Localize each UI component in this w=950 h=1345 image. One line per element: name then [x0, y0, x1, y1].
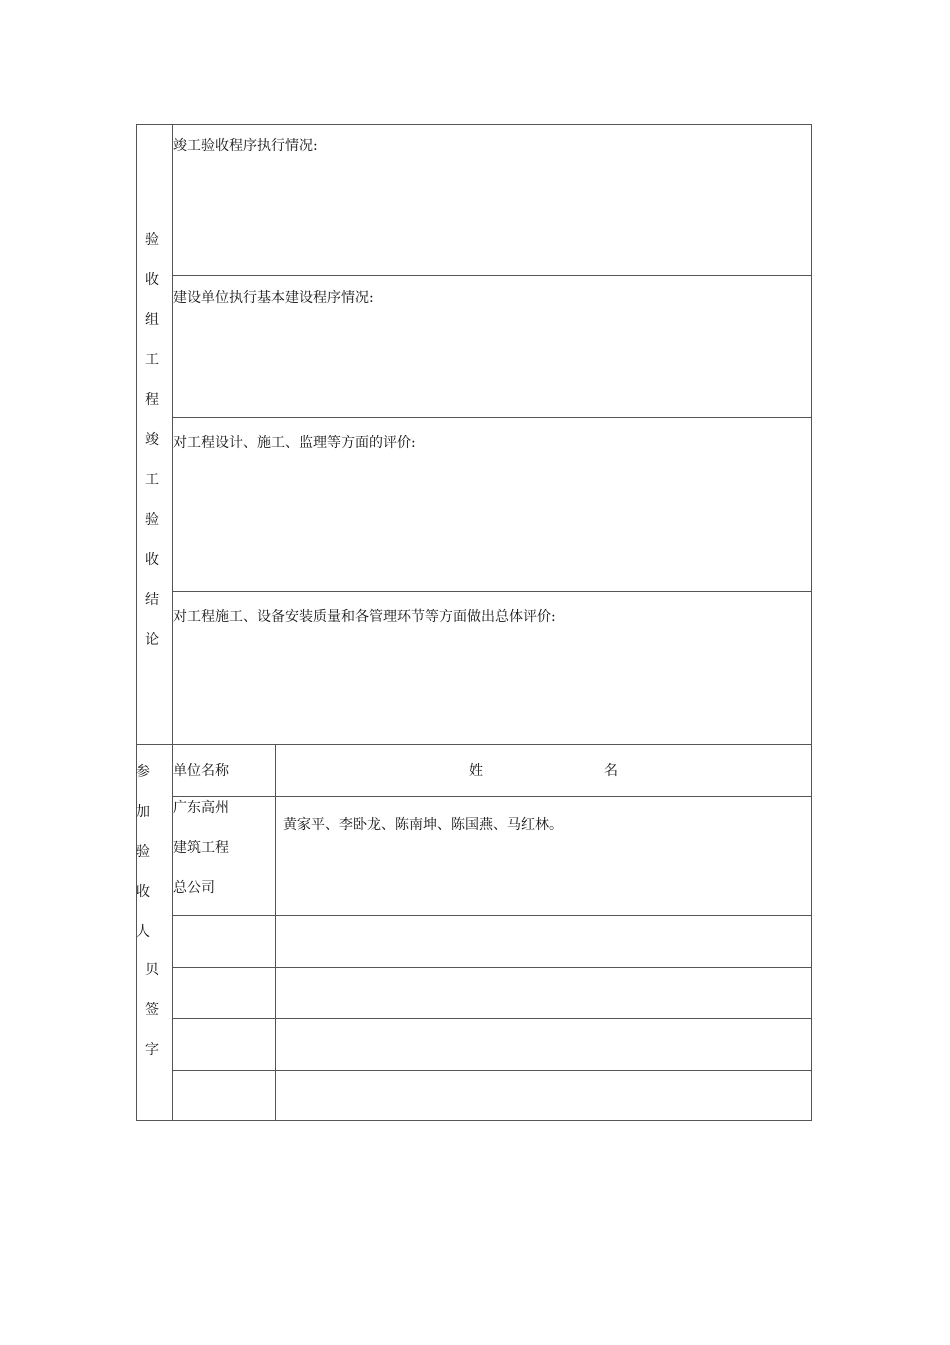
table-border-bottom: [136, 1120, 811, 1121]
side-label-char: 加: [136, 804, 150, 820]
side-label-char: 结: [145, 592, 159, 608]
table-border-top: [136, 124, 811, 125]
row-divider: [172, 275, 811, 276]
table-border-left: [136, 124, 137, 1121]
unit-name-line: 建筑工程: [173, 840, 229, 856]
name-header-char: 名: [604, 763, 618, 779]
side-label-char: 字: [145, 1042, 159, 1058]
overall-evaluation-label: 对工程施工、设备安装质量和各管理环节等方面做出总体评价:: [173, 609, 556, 625]
side-label-char: 人: [136, 924, 150, 940]
participant-names: 黄家平、李卧龙、陈南坤、陈国燕、马红林。: [283, 817, 563, 833]
side-label-char: 收: [145, 272, 159, 288]
unit-column-divider: [275, 744, 276, 1121]
section-divider: [136, 744, 811, 745]
row-divider: [172, 1070, 811, 1071]
unit-name-header: 单位名称: [173, 763, 229, 779]
unit-name-line: 总公司: [173, 880, 215, 896]
row-divider: [172, 967, 811, 968]
side-label-char: 论: [145, 632, 159, 648]
side-label-char: 工: [145, 472, 159, 488]
side-label-char: 程: [145, 392, 159, 408]
construction-procedure-label: 建设单位执行基本建设程序情况:: [173, 290, 374, 306]
side-label-char: 签: [145, 1002, 159, 1018]
side-label-char: 参: [136, 764, 150, 780]
side-label-char: 收: [136, 884, 150, 900]
name-header-char: 姓: [469, 763, 483, 779]
side-label-char: 工: [145, 352, 159, 368]
row-divider: [172, 591, 811, 592]
side-label-char: 收: [145, 552, 159, 568]
side-label-char: 验: [145, 232, 159, 248]
row-divider: [172, 915, 811, 916]
side-label-char: 验: [145, 512, 159, 528]
side-label-char: 竣: [145, 432, 159, 448]
side-label-char: 验: [136, 844, 150, 860]
procedure-execution-label: 竣工验收程序执行情况:: [173, 138, 318, 154]
table-border-right: [811, 124, 812, 1121]
design-evaluation-label: 对工程设计、施工、监理等方面的评价:: [173, 435, 416, 451]
side-label-char: 贝: [145, 962, 159, 978]
unit-name-line: 广东高州: [173, 800, 229, 816]
row-divider: [172, 796, 811, 797]
side-label-char: 组: [145, 312, 159, 328]
row-divider: [172, 1018, 811, 1019]
row-divider: [172, 417, 811, 418]
